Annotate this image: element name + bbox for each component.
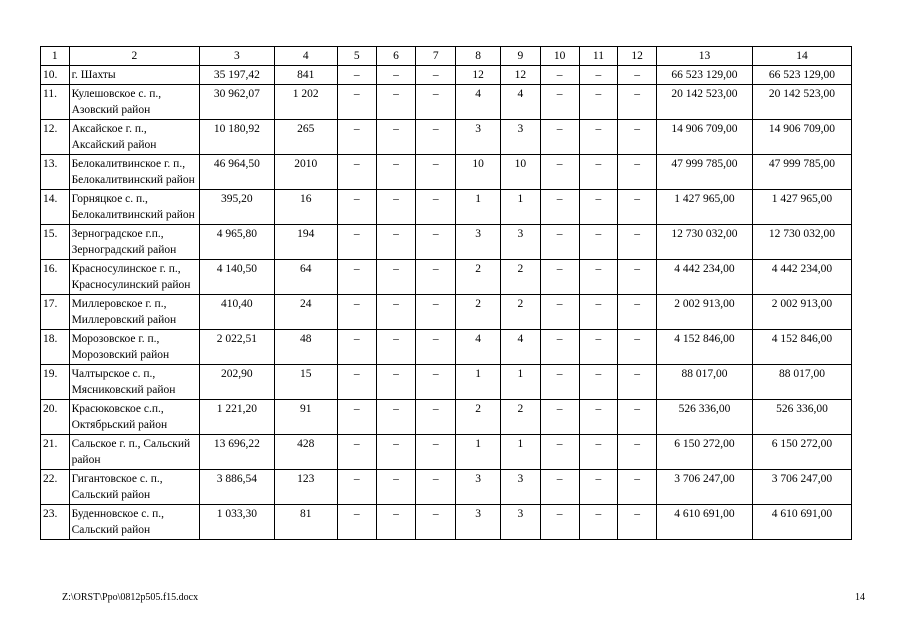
table-cell-col-4: 16 bbox=[274, 190, 337, 225]
table-row bbox=[41, 470, 852, 505]
table-cell-col-8: 2 bbox=[456, 400, 501, 435]
table-cell-col-11: – bbox=[579, 66, 618, 85]
table-cell-col-14: 4 610 691,00 bbox=[752, 505, 851, 540]
header-cell-3: 3 bbox=[200, 47, 274, 66]
table-cell-col-8: 2 bbox=[456, 260, 501, 295]
table-cell-col-5: – bbox=[337, 400, 376, 435]
table-body bbox=[41, 47, 852, 540]
table-cell-col-13: 6 150 272,00 bbox=[657, 435, 753, 470]
table-cell-col-1: 20. bbox=[41, 400, 70, 435]
table-cell-col-4: 81 bbox=[274, 505, 337, 540]
table-cell-col-13: 3 706 247,00 bbox=[657, 470, 753, 505]
table-cell-col-11: – bbox=[579, 435, 618, 470]
table-cell-col-12: – bbox=[618, 330, 657, 365]
table-row bbox=[41, 505, 852, 540]
table-cell-col-5: – bbox=[337, 295, 376, 330]
table-cell-col-10: – bbox=[540, 400, 579, 435]
table-cell-col-7: – bbox=[416, 190, 456, 225]
table-cell-col-13: 47 999 785,00 bbox=[657, 155, 753, 190]
table-cell-col-1: 17. bbox=[41, 295, 70, 330]
table-cell-col-4: 15 bbox=[274, 365, 337, 400]
table-cell-col-14: 14 906 709,00 bbox=[752, 120, 851, 155]
table-cell-col-5: – bbox=[337, 435, 376, 470]
table-cell-col-10: – bbox=[540, 66, 579, 85]
table-cell-col-1: 16. bbox=[41, 260, 70, 295]
table-cell-col-3: 4 140,50 bbox=[200, 260, 274, 295]
table-cell-col-7: – bbox=[416, 225, 456, 260]
table-cell-col-6: – bbox=[376, 365, 416, 400]
header-cell-1: 1 bbox=[41, 47, 70, 66]
table-cell-col-14: 4 442 234,00 bbox=[752, 260, 851, 295]
table-row bbox=[41, 330, 852, 365]
table-cell-col-7: – bbox=[416, 365, 456, 400]
table-cell-col-9: 2 bbox=[501, 400, 541, 435]
table-cell-col-1: 15. bbox=[41, 225, 70, 260]
table-cell-col-11: – bbox=[579, 470, 618, 505]
table-cell-col-3: 10 180,92 bbox=[200, 120, 274, 155]
table-cell-col-5: – bbox=[337, 260, 376, 295]
table-cell-col-7: – bbox=[416, 295, 456, 330]
table-cell-col-10: – bbox=[540, 505, 579, 540]
table-row bbox=[41, 295, 852, 330]
table-cell-col-8: 3 bbox=[456, 505, 501, 540]
table-cell-col-5: – bbox=[337, 225, 376, 260]
header-cell-10: 10 bbox=[540, 47, 579, 66]
table-cell-col-11: – bbox=[579, 85, 618, 120]
table-cell-col-3: 4 965,80 bbox=[200, 225, 274, 260]
table-cell-col-6: – bbox=[376, 505, 416, 540]
table-cell-col-12: – bbox=[618, 260, 657, 295]
table-cell-col-13: 20 142 523,00 bbox=[657, 85, 753, 120]
table-cell-col-5: – bbox=[337, 330, 376, 365]
table-cell-col-5: – bbox=[337, 470, 376, 505]
table-cell-col-3: 2 022,51 bbox=[200, 330, 274, 365]
table-cell-col-9: 1 bbox=[501, 365, 541, 400]
table-cell-col-12: – bbox=[618, 225, 657, 260]
table-cell-col-1: 14. bbox=[41, 190, 70, 225]
table-cell-col-9: 4 bbox=[501, 330, 541, 365]
table-cell-col-14: 47 999 785,00 bbox=[752, 155, 851, 190]
table-cell-col-9: 1 bbox=[501, 190, 541, 225]
table-cell-col-6: – bbox=[376, 85, 416, 120]
header-cell-14: 14 bbox=[752, 47, 851, 66]
table-cell-col-14: 526 336,00 bbox=[752, 400, 851, 435]
table-cell-col-7: – bbox=[416, 435, 456, 470]
table-cell-col-5: – bbox=[337, 365, 376, 400]
table-cell-col-7: – bbox=[416, 85, 456, 120]
table-cell-col-10: – bbox=[540, 85, 579, 120]
table-cell-col-4: 64 bbox=[274, 260, 337, 295]
header-cell-4: 4 bbox=[274, 47, 337, 66]
table-cell-col-12: – bbox=[618, 470, 657, 505]
table-cell-col-8: 3 bbox=[456, 120, 501, 155]
header-cell-12: 12 bbox=[618, 47, 657, 66]
table-cell-col-2: Гигантовское с. п., Сальский район bbox=[69, 470, 200, 505]
table-cell-col-2: г. Шахты bbox=[69, 66, 200, 85]
table-cell-col-4: 24 bbox=[274, 295, 337, 330]
table-cell-col-9: 2 bbox=[501, 295, 541, 330]
table-cell-col-1: 22. bbox=[41, 470, 70, 505]
table-cell-col-13: 526 336,00 bbox=[657, 400, 753, 435]
table-cell-col-12: – bbox=[618, 190, 657, 225]
table-cell-col-12: – bbox=[618, 85, 657, 120]
table-cell-col-2: Белокалитвинское г. п., Белокалитвинский район bbox=[69, 155, 200, 190]
table-row bbox=[41, 260, 852, 295]
table-cell-col-7: – bbox=[416, 120, 456, 155]
table-cell-col-12: – bbox=[618, 400, 657, 435]
table-cell-col-10: – bbox=[540, 295, 579, 330]
table-cell-col-4: 428 bbox=[274, 435, 337, 470]
table-cell-col-7: – bbox=[416, 66, 456, 85]
table-cell-col-14: 12 730 032,00 bbox=[752, 225, 851, 260]
table-cell-col-3: 46 964,50 bbox=[200, 155, 274, 190]
table-row bbox=[41, 225, 852, 260]
table-cell-col-5: – bbox=[337, 505, 376, 540]
header-cell-9: 9 bbox=[501, 47, 541, 66]
table-cell-col-14: 6 150 272,00 bbox=[752, 435, 851, 470]
header-cell-2: 2 bbox=[69, 47, 200, 66]
table-cell-col-7: – bbox=[416, 470, 456, 505]
table-cell-col-10: – bbox=[540, 120, 579, 155]
table-cell-col-8: 1 bbox=[456, 190, 501, 225]
table-cell-col-10: – bbox=[540, 330, 579, 365]
table-cell-col-6: – bbox=[376, 295, 416, 330]
table-cell-col-14: 3 706 247,00 bbox=[752, 470, 851, 505]
table-cell-col-9: 10 bbox=[501, 155, 541, 190]
table-cell-col-10: – bbox=[540, 470, 579, 505]
table-cell-col-5: – bbox=[337, 85, 376, 120]
table-cell-col-3: 35 197,42 bbox=[200, 66, 274, 85]
table-cell-col-6: – bbox=[376, 400, 416, 435]
table-cell-col-8: 12 bbox=[456, 66, 501, 85]
table-cell-col-12: – bbox=[618, 435, 657, 470]
table-cell-col-10: – bbox=[540, 365, 579, 400]
table-cell-col-5: – bbox=[337, 190, 376, 225]
table-cell-col-6: – bbox=[376, 155, 416, 190]
table-cell-col-2: Морозовское г. п., Морозовский район bbox=[69, 330, 200, 365]
table-cell-col-14: 88 017,00 bbox=[752, 365, 851, 400]
table-cell-col-10: – bbox=[540, 260, 579, 295]
table-cell-col-13: 66 523 129,00 bbox=[657, 66, 753, 85]
table-cell-col-12: – bbox=[618, 120, 657, 155]
table-cell-col-1: 18. bbox=[41, 330, 70, 365]
table-cell-col-13: 4 442 234,00 bbox=[657, 260, 753, 295]
table-cell-col-7: – bbox=[416, 400, 456, 435]
table-cell-col-14: 4 152 846,00 bbox=[752, 330, 851, 365]
table-cell-col-9: 2 bbox=[501, 260, 541, 295]
table-cell-col-4: 48 bbox=[274, 330, 337, 365]
table-cell-col-10: – bbox=[540, 435, 579, 470]
table-cell-col-5: – bbox=[337, 155, 376, 190]
table-cell-col-5: – bbox=[337, 66, 376, 85]
header-cell-11: 11 bbox=[579, 47, 618, 66]
table-cell-col-7: – bbox=[416, 155, 456, 190]
table-cell-col-14: 2 002 913,00 bbox=[752, 295, 851, 330]
table-cell-col-6: – bbox=[376, 225, 416, 260]
table-cell-col-2: Кулешовское с. п., Азовский район bbox=[69, 85, 200, 120]
table-cell-col-7: – bbox=[416, 260, 456, 295]
table-cell-col-1: 13. bbox=[41, 155, 70, 190]
table-cell-col-3: 202,90 bbox=[200, 365, 274, 400]
table-cell-col-6: – bbox=[376, 190, 416, 225]
table-cell-col-12: – bbox=[618, 295, 657, 330]
table-cell-col-6: – bbox=[376, 66, 416, 85]
table-cell-col-6: – bbox=[376, 260, 416, 295]
table-cell-col-2: Аксайское г. п., Аксайский район bbox=[69, 120, 200, 155]
table-cell-col-2: Красюковское с.п., Октябрьский район bbox=[69, 400, 200, 435]
table-cell-col-8: 2 bbox=[456, 295, 501, 330]
table-cell-col-13: 2 002 913,00 bbox=[657, 295, 753, 330]
table-cell-col-3: 410,40 bbox=[200, 295, 274, 330]
table-cell-col-14: 66 523 129,00 bbox=[752, 66, 851, 85]
table-cell-col-9: 12 bbox=[501, 66, 541, 85]
table-cell-col-3: 3 886,54 bbox=[200, 470, 274, 505]
table-cell-col-2: Миллеровское г. п., Миллеровский район bbox=[69, 295, 200, 330]
table-cell-col-9: 3 bbox=[501, 225, 541, 260]
table-cell-col-10: – bbox=[540, 190, 579, 225]
table-row bbox=[41, 66, 852, 85]
table-cell-col-12: – bbox=[618, 155, 657, 190]
table-cell-col-11: – bbox=[579, 155, 618, 190]
table-cell-col-13: 12 730 032,00 bbox=[657, 225, 753, 260]
table-cell-col-1: 12. bbox=[41, 120, 70, 155]
table-cell-col-1: 19. bbox=[41, 365, 70, 400]
table-cell-col-2: Буденновское с. п., Сальский район bbox=[69, 505, 200, 540]
table-cell-col-5: – bbox=[337, 120, 376, 155]
table-cell-col-1: 10. bbox=[41, 66, 70, 85]
table-cell-col-8: 4 bbox=[456, 330, 501, 365]
table-cell-col-3: 13 696,22 bbox=[200, 435, 274, 470]
table-cell-col-9: 3 bbox=[501, 120, 541, 155]
table-cell-col-9: 3 bbox=[501, 505, 541, 540]
table-cell-col-4: 91 bbox=[274, 400, 337, 435]
table-cell-col-11: – bbox=[579, 505, 618, 540]
table-cell-col-13: 4 152 846,00 bbox=[657, 330, 753, 365]
table-cell-col-1: 23. bbox=[41, 505, 70, 540]
table-cell-col-8: 10 bbox=[456, 155, 501, 190]
table-cell-col-11: – bbox=[579, 295, 618, 330]
header-cell-5: 5 bbox=[337, 47, 376, 66]
data-table bbox=[40, 46, 852, 540]
table-cell-col-9: 1 bbox=[501, 435, 541, 470]
table-cell-col-13: 14 906 709,00 bbox=[657, 120, 753, 155]
table-cell-col-2: Красносулинское г. п., Красносулинский район bbox=[69, 260, 200, 295]
table-cell-col-3: 395,20 bbox=[200, 190, 274, 225]
table-cell-col-9: 3 bbox=[501, 470, 541, 505]
table-cell-col-8: 3 bbox=[456, 225, 501, 260]
table-cell-col-6: – bbox=[376, 330, 416, 365]
table-header-row bbox=[41, 47, 852, 66]
table-cell-col-3: 1 033,30 bbox=[200, 505, 274, 540]
table-cell-col-10: – bbox=[540, 225, 579, 260]
table-cell-col-8: 3 bbox=[456, 470, 501, 505]
table-cell-col-2: Зерноградское г.п., Зерноградский район bbox=[69, 225, 200, 260]
table-cell-col-13: 1 427 965,00 bbox=[657, 190, 753, 225]
table-cell-col-13: 88 017,00 bbox=[657, 365, 753, 400]
header-cell-8: 8 bbox=[456, 47, 501, 66]
table-cell-col-1: 11. bbox=[41, 85, 70, 120]
table-cell-col-4: 2010 bbox=[274, 155, 337, 190]
table-cell-col-6: – bbox=[376, 120, 416, 155]
table-cell-col-11: – bbox=[579, 190, 618, 225]
table-cell-col-3: 1 221,20 bbox=[200, 400, 274, 435]
table-row bbox=[41, 435, 852, 470]
table-row bbox=[41, 190, 852, 225]
header-cell-13: 13 bbox=[657, 47, 753, 66]
table-cell-col-1: 21. bbox=[41, 435, 70, 470]
table-cell-col-6: – bbox=[376, 435, 416, 470]
table-cell-col-12: – bbox=[618, 365, 657, 400]
table-cell-col-2: Сальское г. п., Сальский район bbox=[69, 435, 200, 470]
footer-file-path: Z:\ORST\Ppo\0812p505.f15.docx bbox=[62, 592, 199, 603]
table-cell-col-4: 265 bbox=[274, 120, 337, 155]
table-cell-col-11: – bbox=[579, 400, 618, 435]
table-cell-col-4: 123 bbox=[274, 470, 337, 505]
table-cell-col-3: 30 962,07 bbox=[200, 85, 274, 120]
table-cell-col-8: 1 bbox=[456, 365, 501, 400]
table-cell-col-14: 20 142 523,00 bbox=[752, 85, 851, 120]
table-row bbox=[41, 120, 852, 155]
table-cell-col-2: Чалтырское с. п., Мясниковский район bbox=[69, 365, 200, 400]
header-cell-7: 7 bbox=[416, 47, 456, 66]
table-row bbox=[41, 155, 852, 190]
table-cell-col-11: – bbox=[579, 225, 618, 260]
header-cell-6: 6 bbox=[376, 47, 416, 66]
table-cell-col-11: – bbox=[579, 260, 618, 295]
table-cell-col-12: – bbox=[618, 66, 657, 85]
table-cell-col-13: 4 610 691,00 bbox=[657, 505, 753, 540]
table-cell-col-11: – bbox=[579, 120, 618, 155]
table-cell-col-4: 194 bbox=[274, 225, 337, 260]
table-row bbox=[41, 365, 852, 400]
table-cell-col-10: – bbox=[540, 155, 579, 190]
table-cell-col-11: – bbox=[579, 330, 618, 365]
table-cell-col-4: 841 bbox=[274, 66, 337, 85]
table-cell-col-7: – bbox=[416, 330, 456, 365]
table-cell-col-11: – bbox=[579, 365, 618, 400]
table-row bbox=[41, 85, 852, 120]
table-cell-col-4: 1 202 bbox=[274, 85, 337, 120]
table-cell-col-6: – bbox=[376, 470, 416, 505]
table-cell-col-12: – bbox=[618, 505, 657, 540]
table-cell-col-8: 1 bbox=[456, 435, 501, 470]
page-number: 14 bbox=[855, 592, 865, 603]
table-cell-col-7: – bbox=[416, 505, 456, 540]
table-cell-col-14: 1 427 965,00 bbox=[752, 190, 851, 225]
table-cell-col-9: 4 bbox=[501, 85, 541, 120]
table-cell-col-2: Горняцкое с. п., Белокалитвинский район bbox=[69, 190, 200, 225]
table-cell-col-8: 4 bbox=[456, 85, 501, 120]
table-row bbox=[41, 400, 852, 435]
